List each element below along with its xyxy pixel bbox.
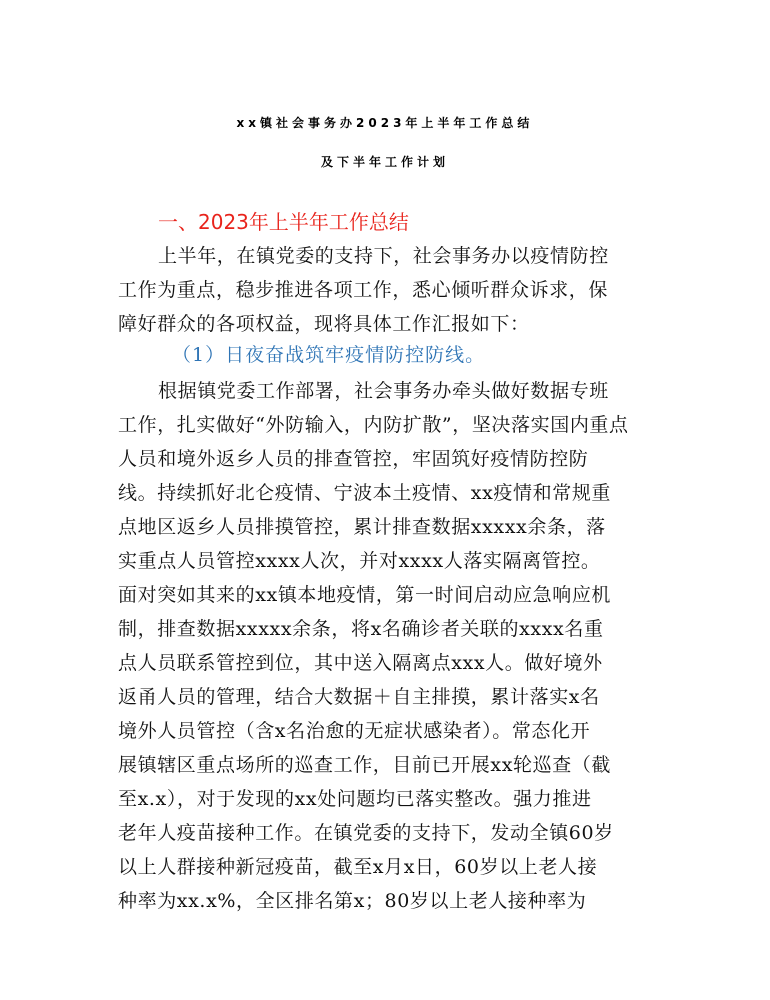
body-line: 展镇辖区重点场所的巡查工作，目前已开展xx轮巡查（截: [118, 754, 612, 776]
body-line: 以上人群接种新冠疫苗，截至x月x日，60岁以上老人接: [118, 856, 598, 878]
document-title-line-1: xx镇社会事务办2023年上半年工作总结: [236, 116, 534, 130]
body-line: 至x.x），对于发现的xx处问题均已落实整改。强力推进: [118, 788, 592, 810]
body-line: 返甬人员的管理，结合大数据＋自主排摸，累计落实x名: [118, 686, 600, 708]
body-line: 点人员联系管控到位，其中送入隔离点xxx人。做好境外: [118, 652, 603, 674]
body-line: 工作，扎实做好“外防输入，内防扩散”，坚决落实国内重点: [118, 414, 629, 436]
body-line: 根据镇党委工作部署，社会事务办牵头做好数据专班: [158, 380, 609, 402]
intro-line: 障好群众的各项权益，现将具体工作汇报如下：: [118, 313, 530, 335]
body-line: 制，排查数据xxxxx余条，将x名确诊者关联的xxxx名重: [118, 618, 604, 640]
intro-line: 上半年，在镇党委的支持下，社会事务办以疫情防控: [158, 245, 609, 267]
body-line: 种率为xx.x%，全区排名第x；80岁以上老人接种率为: [118, 890, 587, 912]
body-line: 老年人疫苗接种工作。在镇党委的支持下，发动全镇60岁: [118, 822, 614, 844]
body-line: 线。持续抓好北仑疫情、宁波本土疫情、xx疫情和常规重: [118, 482, 612, 504]
intro-line: 工作为重点，稳步推进各项工作，悉心倾听群众诉求，保: [118, 279, 609, 301]
body-line: 面对突如其来的xx镇本地疫情，第一时间启动应急响应机: [118, 584, 612, 606]
body-line: 实重点人员管控xxxx人次，并对xxxx人落实隔离管控。: [118, 550, 601, 572]
body-line: 境外人员管控（含x名治愈的无症状感染者）。常态化开: [118, 720, 591, 742]
body-line: 人员和境外返乡人员的排查管控，牢固筑好疫情防控防: [118, 448, 589, 470]
body-line: 点地区返乡人员排摸管控，累计排查数据xxxxx余条，落: [118, 516, 606, 538]
document-title-line-2: 及下半年工作计划: [320, 155, 449, 169]
subsection-heading: （1）日夜奋战筑牢疫情防控防线。: [172, 344, 486, 366]
section-heading: 一、2023年上半年工作总结: [158, 210, 409, 234]
